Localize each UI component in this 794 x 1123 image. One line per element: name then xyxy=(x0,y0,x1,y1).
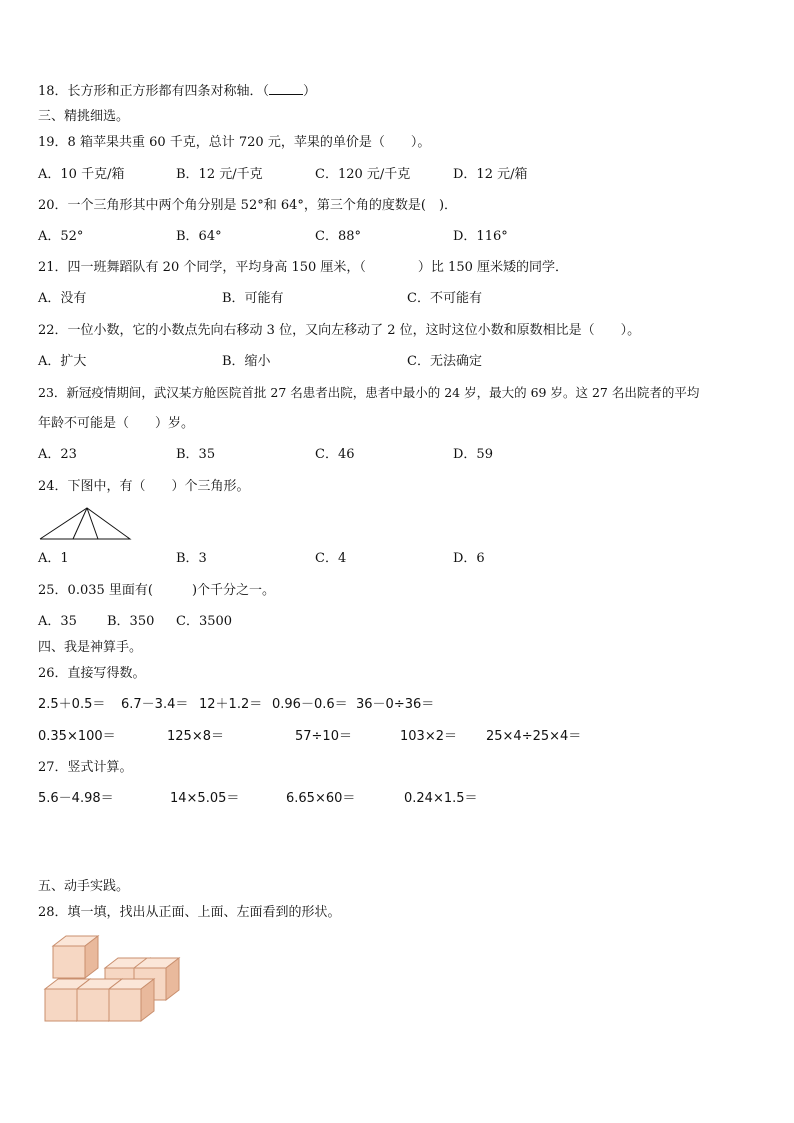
q20-option-a[interactable]: A．52° xyxy=(38,229,84,244)
q26-item-9: 103×2＝ xyxy=(400,729,457,744)
q26-item-5: 36－0÷36＝ xyxy=(356,697,435,712)
q26-item-1: 2.5＋0.5＝ xyxy=(38,697,106,712)
q26-item-7: 125×8＝ xyxy=(167,729,224,744)
q20-option-b[interactable]: B．64° xyxy=(176,229,222,244)
q27-item-4: 0.24×1.5＝ xyxy=(404,791,478,806)
q19-option-b[interactable]: B．12 元/千克 xyxy=(176,167,263,182)
q26-item-6: 0.35×100＝ xyxy=(38,729,116,744)
q24-option-c[interactable]: C．4 xyxy=(315,551,347,566)
question-21: 21．四一班舞蹈队有 20 个同学，平均身高 150 厘米，（ ）比 150 厘米矮的同学． xyxy=(38,260,569,275)
question-24: 24．下图中，有（ ）个三角形。 xyxy=(38,479,250,494)
question-22: 22．一位小数，它的小数点先向右移动 3 位，又向左移动了 2 位，这时这位小数和原数相比是（ ）。 xyxy=(38,323,641,338)
q18-answer-blank[interactable] xyxy=(269,83,303,95)
q22-option-c[interactable]: C．无法确定 xyxy=(407,354,482,369)
q26-item-10: 25×4÷25×4＝ xyxy=(486,729,582,744)
question-26: 26．直接写得数。 xyxy=(38,666,146,681)
cube-4-front-face xyxy=(45,989,77,1021)
q18-text: 18．长方形和正方形都有四条对称轴．（ xyxy=(38,84,270,99)
section-3-heading: 三、精挑细选。 xyxy=(38,109,130,124)
section-5-heading: 五、动手实践。 xyxy=(38,879,130,894)
q27-item-3: 6.65×60＝ xyxy=(286,791,356,806)
q24-option-a[interactable]: A．1 xyxy=(38,551,69,566)
cube-3-front-face xyxy=(53,946,85,978)
q27-item-1: 5.6－4.98＝ xyxy=(38,791,114,806)
cube-stack-figure xyxy=(43,934,173,1026)
question-20: 20．一个三角形其中两个角分别是 52°和 64°，第三个角的度数是( )． xyxy=(38,198,458,213)
question-23-line-2: 年龄不可能是（ ）岁。 xyxy=(38,416,195,431)
q25-option-b[interactable]: B．350 xyxy=(107,614,155,629)
question-18 xyxy=(38,83,316,100)
q20-option-d[interactable]: D．116° xyxy=(453,229,508,244)
q26-item-2: 6.7－3.4＝ xyxy=(121,697,189,712)
cube-6-front-face xyxy=(109,989,141,1021)
question-23-line-1: 23．新冠疫情期间，武汉某方舱医院首批 27 名患者出院，患者中最小的 24 岁，最大的 69 岁。这 27 名出院者的平均 xyxy=(38,385,700,400)
q23-option-c[interactable]: C．46 xyxy=(315,447,355,462)
q19-option-c[interactable]: C．120 元/千克 xyxy=(315,167,411,182)
q21-option-a[interactable]: A．没有 xyxy=(38,291,87,306)
q21-option-b[interactable]: B．可能有 xyxy=(222,291,284,306)
q23-option-b[interactable]: B．35 xyxy=(176,447,216,462)
triangle-inner-line-right xyxy=(87,508,98,539)
q26-item-4: 0.96－0.6＝ xyxy=(272,697,348,712)
q21-option-c[interactable]: C．不可能有 xyxy=(407,291,482,306)
q20-option-c[interactable]: C．88° xyxy=(315,229,361,244)
question-27: 27．竖式计算。 xyxy=(38,760,133,775)
q22-option-a[interactable]: A．扩大 xyxy=(38,354,87,369)
q19-option-d[interactable]: D．12 元/箱 xyxy=(453,167,528,182)
section-4-heading: 四、我是神算手。 xyxy=(38,640,143,655)
q23-option-a[interactable]: A．23 xyxy=(38,447,77,462)
q25-option-a[interactable]: A．35 xyxy=(38,614,77,629)
triangles-figure xyxy=(38,506,138,540)
question-25: 25．0.035 里面有( )个千分之一。 xyxy=(38,583,276,598)
q24-option-d[interactable]: D．6 xyxy=(453,551,485,566)
q19-option-a[interactable]: A．10 千克/箱 xyxy=(38,167,125,182)
q24-option-b[interactable]: B．3 xyxy=(176,551,207,566)
q27-item-2: 14×5.05＝ xyxy=(170,791,240,806)
cube-5-front-face xyxy=(77,989,109,1021)
q25-option-c[interactable]: C．3500 xyxy=(176,614,233,629)
q23-option-d[interactable]: D．59 xyxy=(453,447,493,462)
q26-item-3: 12＋1.2＝ xyxy=(199,697,263,712)
question-19: 19．8 箱苹果共重 60 千克，总计 720 元，苹果的单价是（ ）。 xyxy=(38,135,431,150)
question-28: 28．填一填，找出从正面、上面、左面看到的形状。 xyxy=(38,905,341,920)
q26-item-8: 57÷10＝ xyxy=(295,729,352,744)
q22-option-b[interactable]: B．缩小 xyxy=(222,354,271,369)
q18-text-end: ） xyxy=(303,84,317,99)
